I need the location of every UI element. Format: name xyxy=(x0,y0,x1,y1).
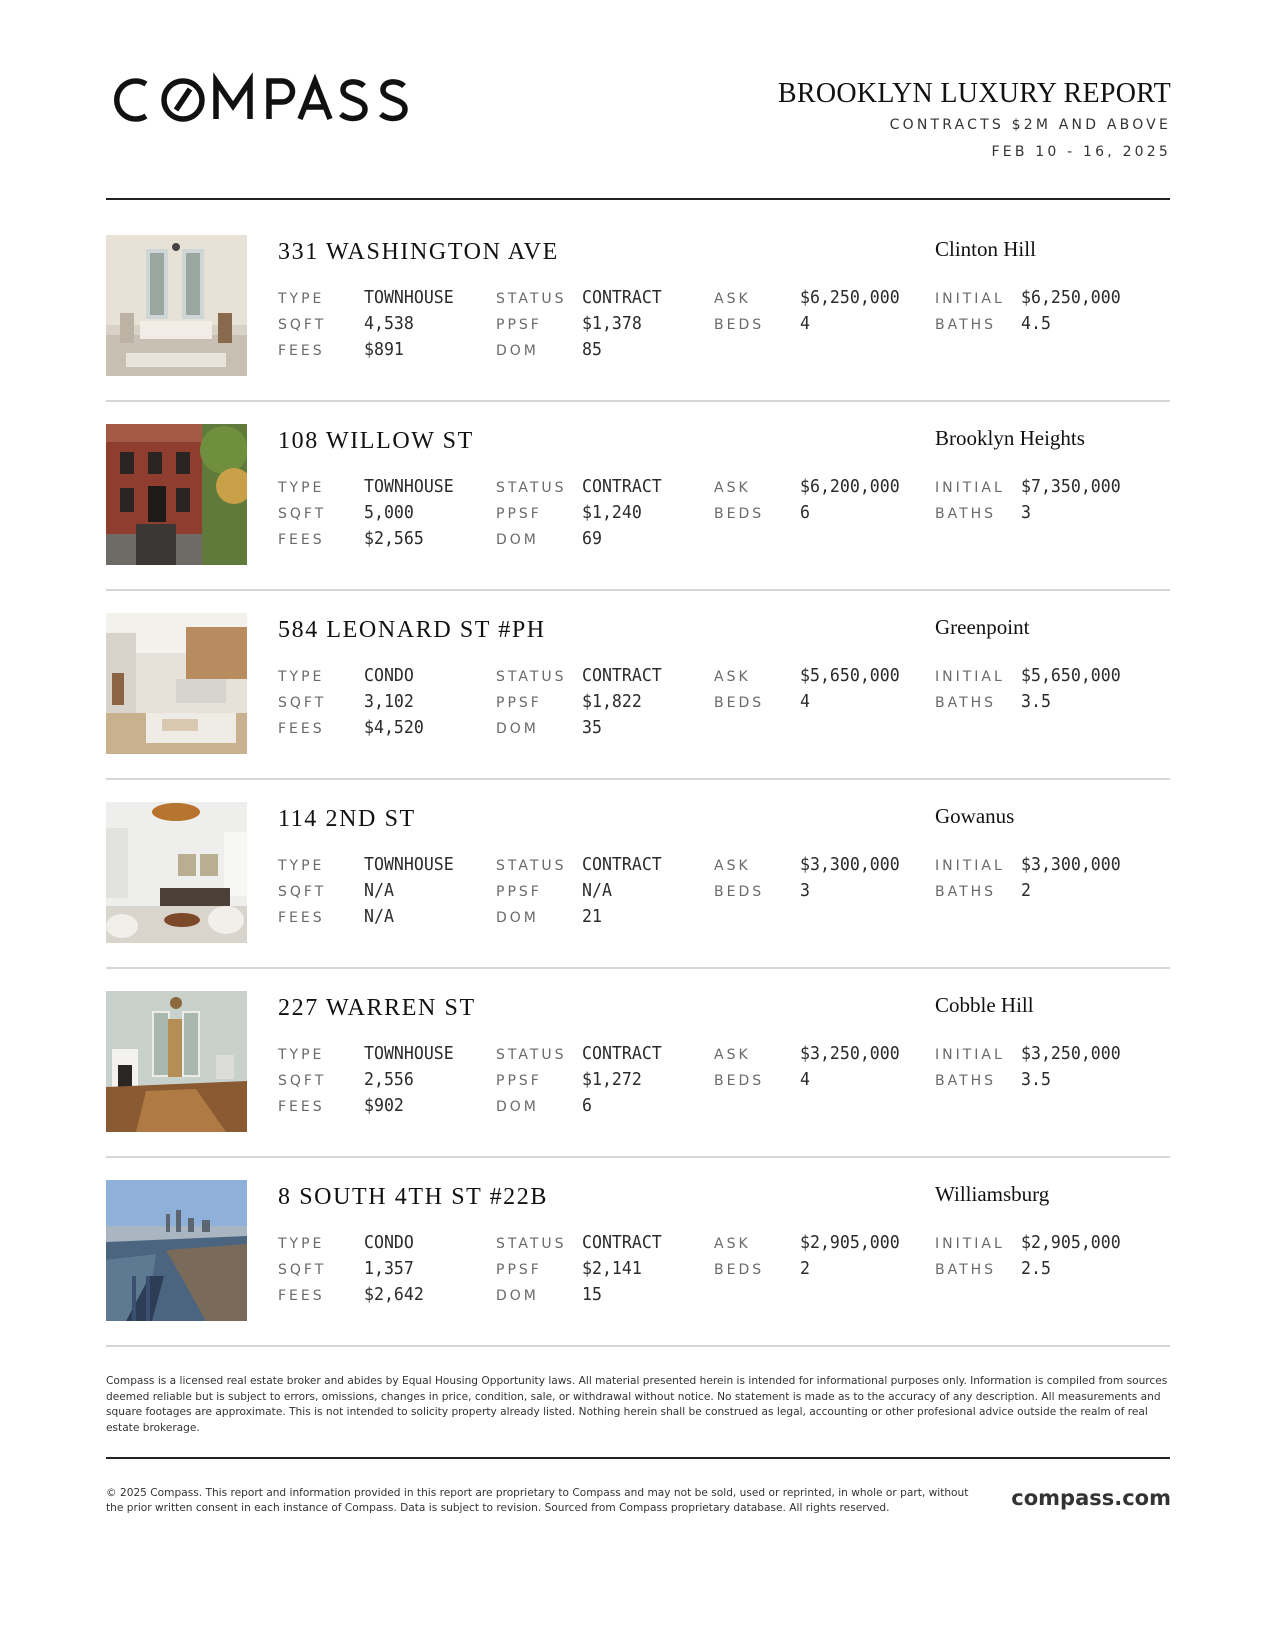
sqft-label: SQFT xyxy=(278,1073,327,1089)
dom-value: 35 xyxy=(582,717,602,738)
listing-address: 108 WILLOW ST xyxy=(278,428,474,454)
fees-label: FEES xyxy=(278,1099,325,1115)
type-value: CONDO xyxy=(364,1232,414,1253)
fees-label: FEES xyxy=(278,910,325,926)
listing-neighborhood: Williamsburg xyxy=(935,1182,1050,1206)
fees-value: $4,520 xyxy=(364,717,424,738)
initial-label: INITIAL xyxy=(935,291,1005,307)
ask-label: ASK xyxy=(714,858,751,874)
fees-label: FEES xyxy=(278,343,325,359)
initial-value: $6,250,000 xyxy=(1021,287,1121,308)
beds-value: 4 xyxy=(800,313,810,334)
status-value: CONTRACT xyxy=(582,665,662,686)
type-label: TYPE xyxy=(278,291,325,307)
initial-label: INITIAL xyxy=(935,858,1005,874)
baths-value: 2.5 xyxy=(1021,1258,1051,1279)
listing-row xyxy=(106,991,1170,1181)
status-value: CONTRACT xyxy=(582,1043,662,1064)
fees-label: FEES xyxy=(278,721,325,737)
dom-label: DOM xyxy=(496,1288,539,1304)
type-label: TYPE xyxy=(278,480,325,496)
baths-label: BATHS xyxy=(935,317,997,333)
type-value: TOWNHOUSE xyxy=(364,1043,454,1064)
ask-label: ASK xyxy=(714,480,751,496)
fees-value: $902 xyxy=(364,1095,404,1116)
initial-value: $2,905,000 xyxy=(1021,1232,1121,1253)
initial-label: INITIAL xyxy=(935,480,1005,496)
listing-row xyxy=(106,424,1170,614)
dom-value: 21 xyxy=(582,906,602,927)
dom-label: DOM xyxy=(496,721,539,737)
status-value: CONTRACT xyxy=(582,476,662,497)
dom-label: DOM xyxy=(496,1099,539,1115)
beds-value: 6 xyxy=(800,502,810,523)
sqft-label: SQFT xyxy=(278,317,327,333)
listing-neighborhood: Greenpoint xyxy=(935,615,1030,639)
fees-label: FEES xyxy=(278,532,325,548)
ask-value: $3,300,000 xyxy=(800,854,900,875)
status-value: CONTRACT xyxy=(582,287,662,308)
sqft-value: N/A xyxy=(364,880,394,901)
type-label: TYPE xyxy=(278,1047,325,1063)
report-subtitle: CONTRACTS $2M AND ABOVE xyxy=(889,117,1171,133)
dom-label: DOM xyxy=(496,343,539,359)
ppsf-value: $2,141 xyxy=(582,1258,642,1279)
type-value: CONDO xyxy=(364,665,414,686)
status-label: STATUS xyxy=(496,1047,567,1063)
report-date-range: FEB 10 - 16, 2025 xyxy=(991,144,1171,160)
initial-label: INITIAL xyxy=(935,1047,1005,1063)
legal-disclaimer: Compass is a licensed real estate broker and abides by Equal Housing Opportunity laws. All material presented herein is intended for informational purposes only. Information is compiled from sources deemed reliable but is subject to errors, omissions, changes in price, condition, sale, or withdrawal without notice. No statement is made as to the accuracy of any description. All measurements and square footages are approximate. This is not intended to solicity property already listed. Nothing herein shall be construed as legal, accounting or other profesional advice outside the realm of real estate brokerage. xyxy=(106,1375,1168,1434)
status-value: CONTRACT xyxy=(582,854,662,875)
baths-value: 3 xyxy=(1021,502,1031,523)
skyline-view-photo xyxy=(106,1180,247,1321)
type-value: TOWNHOUSE xyxy=(364,476,454,497)
listing-address: 331 WASHINGTON AVE xyxy=(278,239,559,265)
beds-label: BEDS xyxy=(714,1073,765,1089)
sqft-value: 4,538 xyxy=(364,313,414,334)
ppsf-label: PPSF xyxy=(496,1073,542,1089)
compass-logo xyxy=(106,72,436,128)
ask-value: $3,250,000 xyxy=(800,1043,900,1064)
dom-value: 85 xyxy=(582,339,602,360)
status-value: CONTRACT xyxy=(582,1232,662,1253)
fees-label: FEES xyxy=(278,1288,325,1304)
ask-label: ASK xyxy=(714,291,751,307)
listing-row xyxy=(106,1180,1170,1370)
listing-address: 227 WARREN ST xyxy=(278,995,476,1021)
dom-value: 6 xyxy=(582,1095,592,1116)
type-label: TYPE xyxy=(278,1236,325,1252)
listing-divider xyxy=(106,1156,1170,1158)
status-label: STATUS xyxy=(496,1236,567,1252)
baths-value: 3.5 xyxy=(1021,1069,1051,1090)
beds-label: BEDS xyxy=(714,506,765,522)
initial-value: $5,650,000 xyxy=(1021,665,1121,686)
copyright-notice: © 2025 Compass. This report and information provided in this report are proprietary to Compass and may not be sold, used or reprinted, in whole or part, without the prior written consent in each instance of Compass. Data is subject to revision. Sourced from Compass proprietary database. All rights reserved. xyxy=(106,1487,969,1515)
fees-value: $2,642 xyxy=(364,1284,424,1305)
ask-value: $2,905,000 xyxy=(800,1232,900,1253)
listing-row xyxy=(106,235,1170,425)
type-value: TOWNHOUSE xyxy=(364,287,454,308)
type-label: TYPE xyxy=(278,858,325,874)
initial-value: $3,250,000 xyxy=(1021,1043,1121,1064)
beds-label: BEDS xyxy=(714,884,765,900)
beds-value: 4 xyxy=(800,691,810,712)
initial-value: $3,300,000 xyxy=(1021,854,1121,875)
listing-divider xyxy=(106,589,1170,591)
ppsf-label: PPSF xyxy=(496,506,542,522)
beds-value: 2 xyxy=(800,1258,810,1279)
status-label: STATUS xyxy=(496,669,567,685)
listing-divider xyxy=(106,1345,1170,1347)
ppsf-value: $1,378 xyxy=(582,313,642,334)
beds-label: BEDS xyxy=(714,695,765,711)
sqft-value: 2,556 xyxy=(364,1069,414,1090)
footer-divider xyxy=(106,1457,1170,1459)
baths-label: BATHS xyxy=(935,506,997,522)
fees-value: N/A xyxy=(364,906,394,927)
type-label: TYPE xyxy=(278,669,325,685)
baths-value: 3.5 xyxy=(1021,691,1051,712)
listing-row xyxy=(106,802,1170,992)
baths-label: BATHS xyxy=(935,1262,997,1278)
beds-label: BEDS xyxy=(714,1262,765,1278)
ppsf-label: PPSF xyxy=(496,695,542,711)
beds-value: 4 xyxy=(800,1069,810,1090)
beds-label: BEDS xyxy=(714,317,765,333)
ask-value: $6,200,000 xyxy=(800,476,900,497)
ppsf-value: $1,822 xyxy=(582,691,642,712)
brick-townhouse-photo xyxy=(106,424,247,565)
ppsf-value: N/A xyxy=(582,880,612,901)
baths-label: BATHS xyxy=(935,884,997,900)
initial-label: INITIAL xyxy=(935,1236,1005,1252)
initial-value: $7,350,000 xyxy=(1021,476,1121,497)
baths-label: BATHS xyxy=(935,1073,997,1089)
parlor-room-photo xyxy=(106,991,247,1132)
dom-value: 69 xyxy=(582,528,602,549)
ppsf-value: $1,272 xyxy=(582,1069,642,1090)
ppsf-value: $1,240 xyxy=(582,502,642,523)
ask-label: ASK xyxy=(714,669,751,685)
ask-value: $6,250,000 xyxy=(800,287,900,308)
type-value: TOWNHOUSE xyxy=(364,854,454,875)
ask-value: $5,650,000 xyxy=(800,665,900,686)
ppsf-label: PPSF xyxy=(496,1262,542,1278)
sqft-value: 1,357 xyxy=(364,1258,414,1279)
listing-divider xyxy=(106,400,1170,402)
listing-divider xyxy=(106,778,1170,780)
sqft-label: SQFT xyxy=(278,506,327,522)
status-label: STATUS xyxy=(496,858,567,874)
dom-value: 15 xyxy=(582,1284,602,1305)
listing-neighborhood: Gowanus xyxy=(935,804,1015,828)
sqft-value: 3,102 xyxy=(364,691,414,712)
listing-address: 8 SOUTH 4TH ST #22B xyxy=(278,1184,548,1210)
ppsf-label: PPSF xyxy=(496,317,542,333)
status-label: STATUS xyxy=(496,291,567,307)
website-link[interactable]: compass.com xyxy=(1011,1486,1171,1510)
dining-room-photo xyxy=(106,235,247,376)
dom-label: DOM xyxy=(496,532,539,548)
sqft-label: SQFT xyxy=(278,1262,327,1278)
ask-label: ASK xyxy=(714,1236,751,1252)
listing-address: 584 LEONARD ST #PH xyxy=(278,617,546,643)
kitchen-living-photo xyxy=(106,613,247,754)
ppsf-label: PPSF xyxy=(496,884,542,900)
fees-value: $891 xyxy=(364,339,404,360)
beds-value: 3 xyxy=(800,880,810,901)
header-divider xyxy=(106,198,1170,200)
sqft-label: SQFT xyxy=(278,695,327,711)
fees-value: $2,565 xyxy=(364,528,424,549)
listing-neighborhood: Cobble Hill xyxy=(935,993,1034,1017)
baths-value: 4.5 xyxy=(1021,313,1051,334)
listing-divider xyxy=(106,967,1170,969)
report-title: BROOKLYN LUXURY REPORT xyxy=(777,78,1171,109)
listing-neighborhood: Brooklyn Heights xyxy=(935,426,1085,450)
baths-value: 2 xyxy=(1021,880,1031,901)
initial-label: INITIAL xyxy=(935,669,1005,685)
listing-neighborhood: Clinton Hill xyxy=(935,237,1036,261)
baths-label: BATHS xyxy=(935,695,997,711)
sqft-value: 5,000 xyxy=(364,502,414,523)
listing-address: 114 2ND ST xyxy=(278,806,416,832)
dom-label: DOM xyxy=(496,910,539,926)
status-label: STATUS xyxy=(496,480,567,496)
living-room-photo xyxy=(106,802,247,943)
listing-row xyxy=(106,613,1170,803)
ask-label: ASK xyxy=(714,1047,751,1063)
sqft-label: SQFT xyxy=(278,884,327,900)
